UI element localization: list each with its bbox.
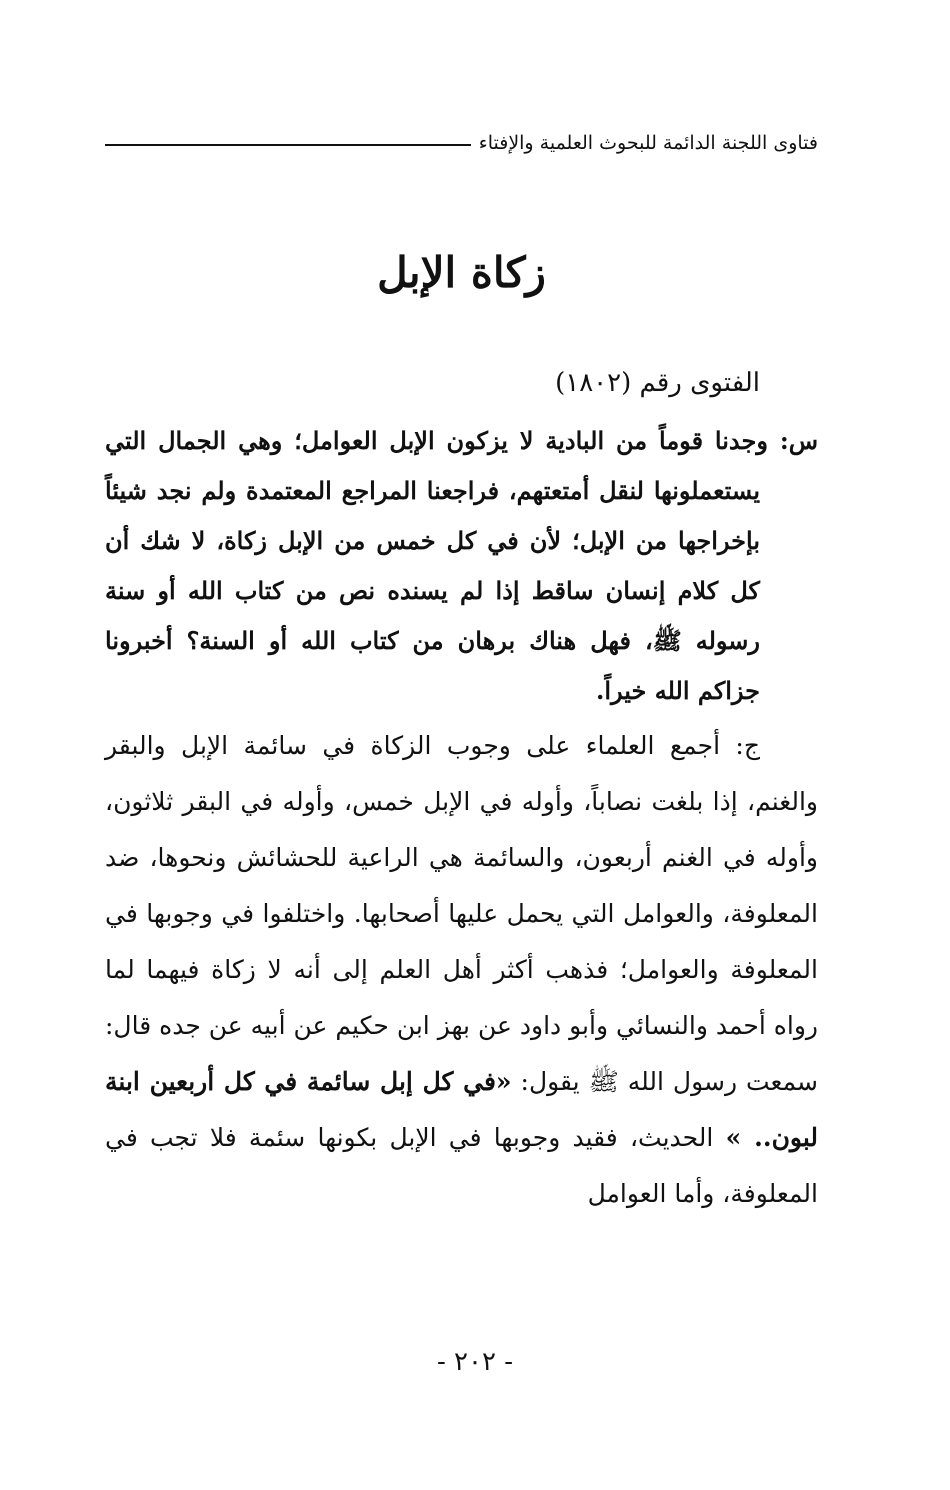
page-number: - ٢٠٢ - — [436, 1347, 514, 1377]
header-rule — [105, 144, 471, 146]
hadith-quote: «في كل إبل سائمة في كل أربعين ابنة لبون.. » — [105, 1067, 819, 1152]
answer-paragraph — [105, 718, 818, 1222]
answer-text-part1: ج: أجمع العلماء على وجوب الزكاة في سائمة الإبل والبقر والغنم، إذا بلغت نصاباً، وأوله في الإبل خمس، وأوله في البقر ثلاثون، وأوله في الغنم أربعون، والسائمة هي الراعية للحشائش ونحوها، ضد المعلوفة، والعوامل التي يحمل عليها أصحابها. واختلفوا في وجوبها في المعلوفة والعوامل؛ فذهب أكثر أهل العلم إلى أنه لا زكاة فيهما لما رواه أحمد والنسائي وأبو داود عن بهز ابن حكيم عن أبيه عن جده قال: سمعت رسول الله ﷺ يقول: — [105, 731, 818, 1096]
question-paragraph: س: وجدنا قوماً من البادية لا يزكون الإبل العوامل؛ وهي الجمال التي يستعملونها لنقل أمتعتهم، فراجعنا المراجع المعتمدة ولم نجد شيئاً بإخراجها من الإبل؛ لأن في كل خمس من الإبل زكاة، لا شك أن كل كلام إنسان ساقط إذا لم يسنده نص من كتاب الله أو سنة رسوله ﷺ، فهل هناك برهان من كتاب الله أو السنة؟ أخبرونا جزاكم الله خيراً. — [105, 426, 818, 705]
running-header — [105, 128, 818, 158]
running-header-title: فتاوى اللجنة الدائمة للبحوث العلمية والإفتاء — [478, 132, 818, 154]
fatwa-number: الفتوى رقم (١٨٠٢) — [555, 368, 760, 398]
chapter-title: زكاة الإبل — [377, 248, 546, 297]
answer-text-part2: الحديث، فقيد وجوبها في الإبل بكونها سئمة فلا تجب في المعلوفة، وأما العوامل — [105, 1123, 818, 1208]
